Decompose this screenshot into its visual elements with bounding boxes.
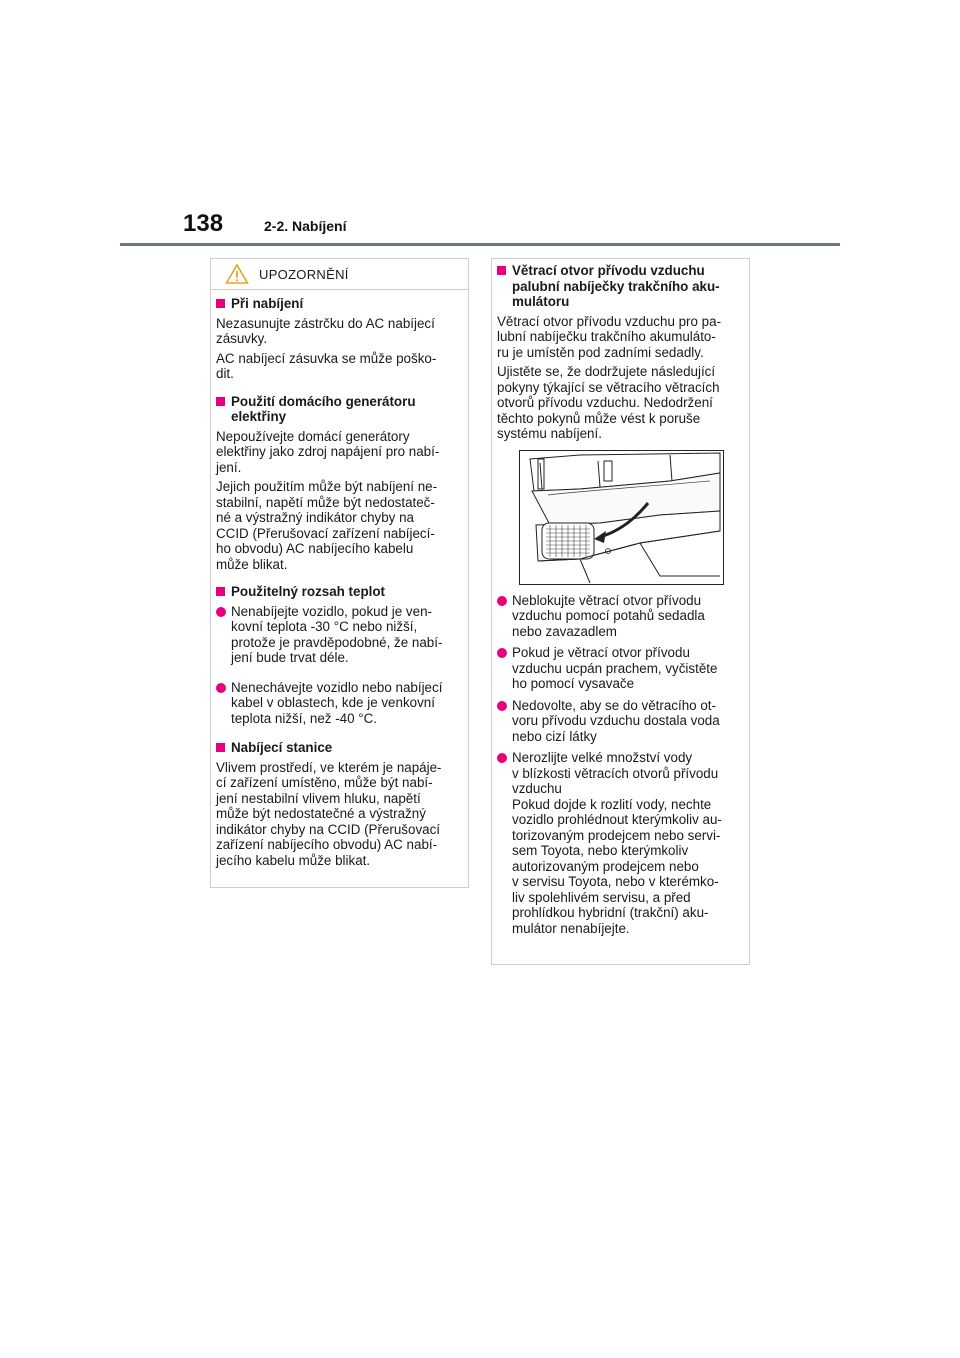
round-bullet-icon — [497, 753, 507, 763]
section-title: 2-2. Nabíjení — [264, 218, 347, 234]
warning-title: UPOZORNĚNÍ — [259, 267, 349, 282]
square-bullet-icon — [216, 743, 225, 752]
round-bullet-icon — [216, 683, 226, 693]
list-item: Nedovolte, aby se do větracího ot- voru přívodu vzduchu dostala voda nebo cizí látky — [497, 698, 741, 745]
square-bullet-icon — [216, 299, 225, 308]
round-bullet-icon — [497, 701, 507, 711]
round-bullet-icon — [497, 596, 507, 606]
paragraph: Vlivem prostředí, ve kterém je napáje- cí zařízení umístěno, může být nabí- jení nestabilní vlivem hluku, napětí může být nedostatečné a výstražný indikátor chyby na CCID (Přerušovací zařízení nabíjecího obvodu) AC nabí- jecího kabelu může blikat. — [216, 759, 442, 868]
paragraph: Větrací otvor přívodu vzduchu pro pa- lubní nabíječku trakčního akumuláto- ru je umístěn pod zadními sedadly. — [497, 313, 722, 360]
square-bullet-icon — [216, 397, 225, 406]
heading-charging-station: Nabíjecí stanice — [216, 740, 460, 756]
vent-content — [492, 259, 749, 936]
heading-charging: Při nabíjení — [216, 296, 460, 312]
heading-air-vent: Větrací otvor přívodu vzduchu palubní nabíječky trakčního aku- mulátoru — [497, 263, 741, 310]
warning-box — [210, 258, 469, 888]
paragraph: Jejich použitím může být nabíjení ne- stabilní, napětí může být nedostateč- né a výstražný indikátor chyby na CCID (Přerušovací zařízení nabíjecí- ho obvodu) AC nabíjecího kabelu může blikat. — [216, 479, 438, 572]
list-item: Pokud je větrací otvor přívodu vzduchu ucpán prachem, vyčistěte ho pomocí vysavače — [497, 645, 741, 692]
warning-content — [211, 290, 468, 868]
paragraph: Nezasunujte zástrčku do AC nabíjecí zásuvky. — [216, 315, 435, 346]
round-bullet-icon — [497, 648, 507, 658]
warning-header — [211, 259, 468, 290]
list-item: Neblokujte větrací otvor přívodu vzduchu pomocí potahů sedadla nebo zavazadlem — [497, 593, 741, 640]
vent-info-box — [491, 258, 750, 965]
paragraph: AC nabíjecí zásuvka se může poško- dit. — [216, 350, 437, 381]
round-bullet-icon — [216, 607, 226, 617]
paragraph: Ujistěte se, že dodržujete následující pokyny týkající se větracího větracích otvorů přívodu vzduchu. Nedodržení těchto pokynů může vést k poruše systému nabíjení. — [497, 364, 720, 441]
list-item: Nenechávejte vozidlo nebo nabíjecí kabel v oblastech, kde je venkovní teplota nižší, než -40 °C. — [216, 680, 460, 727]
heading-temperature-range: Použitelný rozsah teplot — [216, 584, 460, 600]
warning-triangle-icon — [225, 263, 249, 290]
paragraph: Nepoužívejte domácí generátory elektřiny jako zdroj napájení pro nabí- jení. — [216, 428, 440, 475]
header-rule — [120, 243, 840, 246]
square-bullet-icon — [497, 266, 506, 275]
heading-home-generator: Použití domácího generátoru elektřiny — [216, 394, 460, 425]
page-number: 138 — [183, 210, 224, 237]
rear-seat-vent-illustration — [519, 450, 724, 585]
list-item: Nenabíjejte vozidlo, pokud je ven- kovní teplota -30 °C nebo nižší, protože je pravděpodobné, že nabí- jení bude trvat déle. — [216, 604, 460, 666]
list-item: Nerozlijte velké množství vody v blízkosti větracích otvorů přívodu vzduchu Pokud dojde k rozlití vody, nechte vozidlo prohlédnout kterýmkoliv au- torizovaným prodejcem nebo servi- sem Toyota, nebo kterýmkoliv autorizovaným prodejcem nebo v servisu Toyota, nebo v kterémko- liv spolehlivém servisu, a před prohlídkou hybridní (trakční) aku- mulátor nenabíjejte. — [497, 750, 741, 936]
square-bullet-icon — [216, 587, 225, 596]
